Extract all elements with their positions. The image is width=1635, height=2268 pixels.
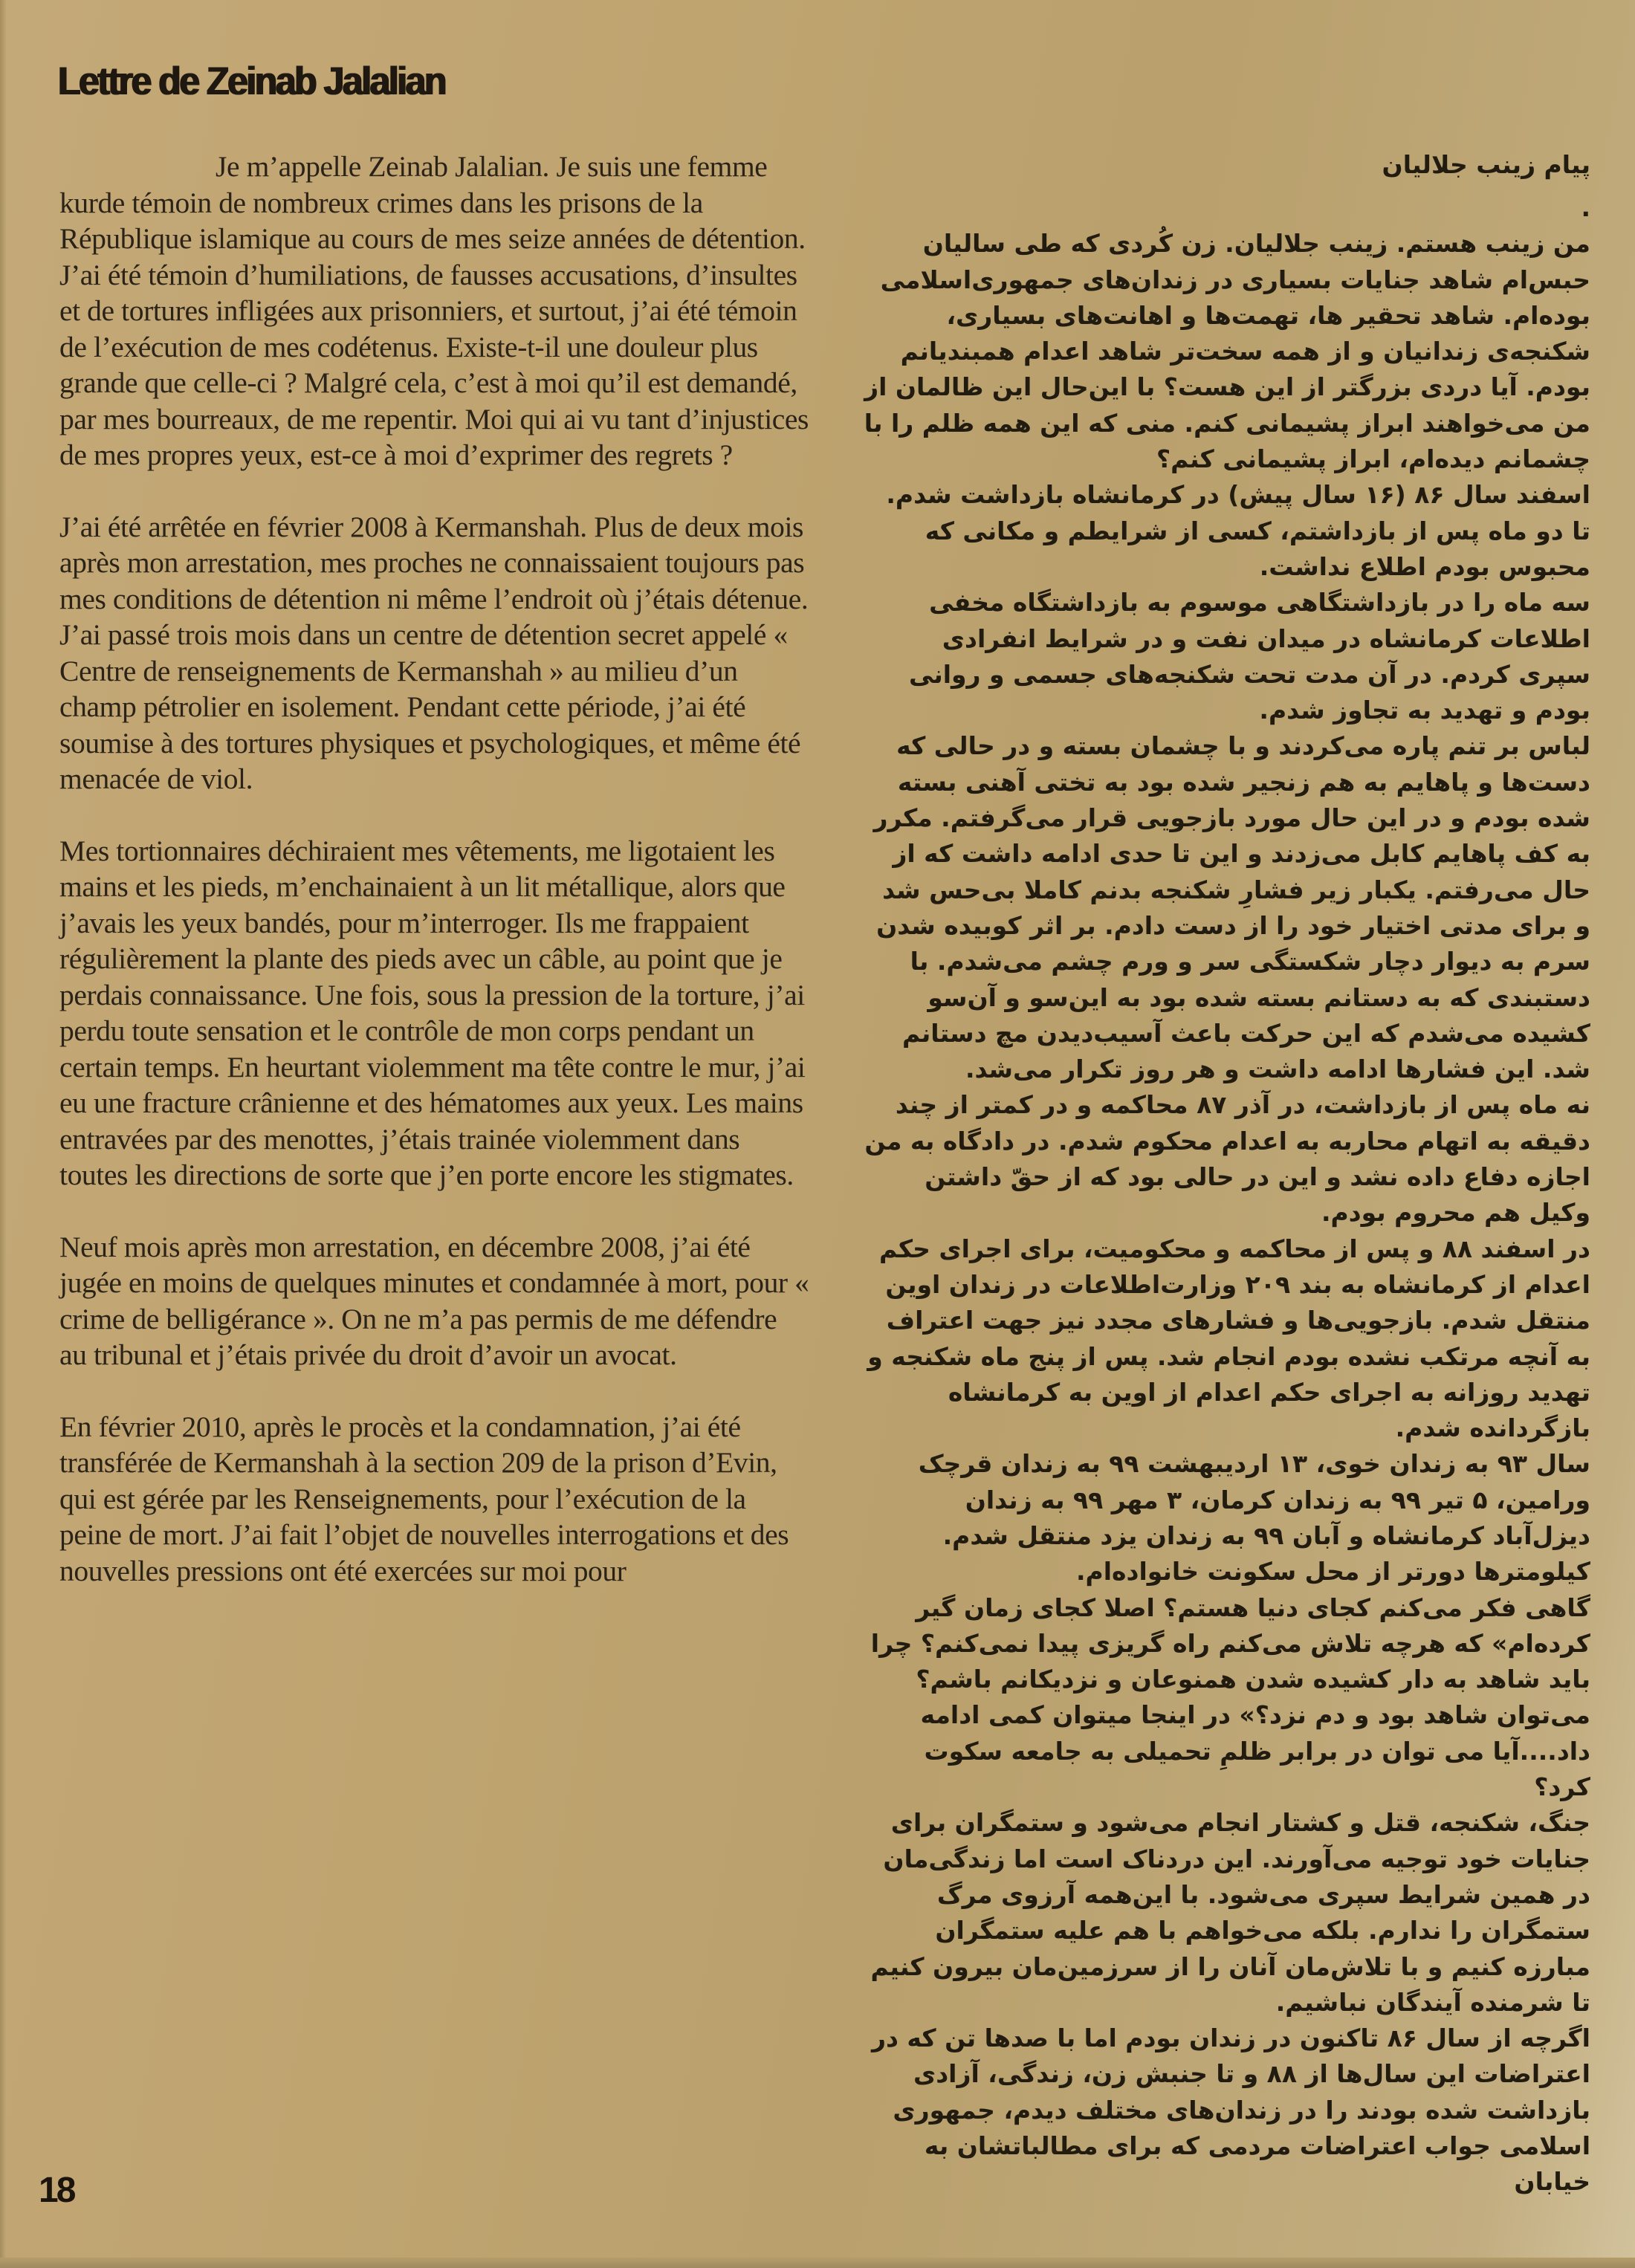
persian-paragraph: لباس بر تنم پاره می‌کردند و با چشمان بسته و در حالی که دست‌ها و پاهایم به هم زنجیر شده بود به تختی آهنی بسته شده بودم و در این حال مورد بازجویی قرار می‌گرفتم. مکرر به کف پاهایم کابل می‌زدند و این تا حدی ادامه داشت که از حال می‌رفتم. یکبار زیر فشارِ شکنجه بدنم کاملا بی‌حس شد و برای مدتی اختیار خود را از دست دادم. بر اثر کوبیده شدن سرم به دیوار دچار شکستگی سر و ورم چشم می‌شدم. با دستبندی که به دستانم بسته شده بود به این‌سو و آن‌سو کشیده می‌شدم که این حرکت باعث آسیب‌دیدن مچ دستانم شد. این فشارها ادامه داشت و هر روز تکرار می‌شد. [873, 731, 1590, 1084]
french-column [59, 149, 810, 1624]
persian-paragraph: اگرچه از سال ۸۶ تاکنون در زندان بودم اما با صدها تن که در اعتراضات این سال‌ها از ۸۸ و تا جنبش زن، زندگی، آزادی بازداشت شده بودند را در زندان‌های مختلف دیدم، جمهوری اسلامی جواب اعتراضات مردمی که برای مطالباتشان به خیابان [871, 2024, 1590, 2197]
persian-heading: پیام زینب جلالیان [1382, 150, 1590, 179]
persian-paragraph: من زینب هستم. زینب جلالیان. زن کُردی که طی سالیان حبس‌ام شاهد جنایات بسیاری در زندان‌های جمهوری‌اسلامی بوده‌ام. شاهد تحقیر ها، تهمت‌ها و اهانت‌های بسیاری، شکنجه‌ی زندانیان و از همه سخت‌تر شاهد اعدام همبندیانم بودم. آیا دردی بزرگتر از این هست؟ با این‌حال این ظالمان از من می‌خواهند ابراز پشیمانی کنم. منی که این همه ظلم را با چشمانم دیده‌ام، ابراز پشیمانی کنم؟ [864, 229, 1590, 474]
page-edge-bottom [0, 2258, 1635, 2268]
page-title: Lettre de Zeinab Jalalian [58, 59, 446, 103]
french-paragraph: Je m’appelle Zeinab Jalalian. Je suis une femme kurde témoin de nombreux crimes dans les prisons de la République islamique au cours de mes seize années de détention. J’ai été témoin d’humiliations, de fausses accusations, d’insultes et de tortures infligées aux prisonniers, et surtout, j’ai été témoin de l’exécution de mes codétenus. Existe-t-il une douleur plus grande que celle-ci ? Malgré cela, c’est à moi qu’il est demandé, par mes bourreaux, de me repentir. Moi qui ai vu tant d’injustices de mes propres yeux, est-ce à moi d’exprimer des regrets ? [59, 150, 809, 471]
french-paragraph: J’ai été arrêtée en février 2008 à Kermanshah. Plus de deux mois après mon arrestation, mes proches ne connaissaient toujours pas mes conditions de détention ni même l’endroit où j’étais détenue. J’ai passé trois mois dans un centre de détention secret appelé « Centre de renseignements de Kermanshah » au milieu d’un champ pétrolier en isolement. Pendant cette période, j’ai été soumise à des tortures physiques et psychologiques, et même été menacée de viol. [59, 510, 809, 795]
page-edge [0, 0, 6, 2268]
persian-separator: . [1581, 193, 1590, 223]
french-paragraph: Mes tortionnaires déchiraient mes vêtements, me ligotaient les mains et les pieds, m’enchainaient à un lit métallique, alors que j’avais les yeux bandés, pour m’interroger. Ils me frappaient régulièrement la plante des pieds avec un câble, au point que je perdais connaissance. Une fois, sous la pression de la torture, j’ai perdu toute sensation et le contrôle de mon corps pendant un certain temps. En heurtant violemment ma tête contre le mur, j’ai eu une fracture crânienne et des hématomes aux yeux. Les mains entravées par des menottes, j’étais trainée violemment dans toutes les directions de sorte que j’en porte encore les stigmates. [59, 834, 806, 1191]
page-number: 18 [39, 2171, 74, 2210]
persian-paragraph: سه ماه را در بازداشتگاهی موسوم به بازداشتگاه مخفی اطلاعات کرمانشاه در میدان نفت و در شرایط انفرادی سپری کردم. در آن مدت تحت شکنجه‌های جسمی و روانی بودم و تهدید به تجاوز شدم. [908, 588, 1590, 725]
french-paragraph: Neuf mois après mon arrestation, en décembre 2008, j’ai été jugée en moins de quelques minutes et condamnée à mort, pour « crime de belligérance ». On ne m’a pas permis de me défendre au tribunal et j’étais privée du droit d’avoir un avocat. [59, 1230, 809, 1371]
persian-paragraph: گاهی فکر می‌کنم کجای دنیا هستم؟ اصلا کجای زمان گیر کرده‌ام» که هرچه تلاش می‌کنم راه گریزی پیدا نمی‌کنم؟ چرا باید شاهد به دار کشیده شدن همنوعان و نزدیکانم باشم؟ می‌توان شاهد بود و دم نزد؟» در اینجا میتوان کمی ادامه داد....آیا می توان در برابر ظلمِ تحمیلی به جامعه سکوت کرد؟ [870, 1593, 1590, 1802]
persian-column [862, 147, 1590, 2200]
persian-paragraph: سال ۹۳ به زندان خوی، ۱۳ اردیبهشت ۹۹ به زندان قرچک ورامین، ۵ تیر ۹۹ به زندان کرمان، ۳ مهر ۹۹ به زندان دیزل‌آباد کرمانشاه و آبان ۹۹ به زندان یزد منتقل شدم. کیلومترها دورتر از محل سکونت خانواده‌ام. [918, 1449, 1590, 1587]
persian-paragraph: جنگ، شکنجه، قتل و کشتار انجام می‌شود و ستمگران برای جنایات خود توجیه می‌آورند. این دردناک است اما زندگی‌مان در همین شرایط سپری می‌شود. با این‌همه آرزوی مرگ ستمگران را ندارم. بلکه می‌خواهم با هم علیه ستمگران مبارزه کنیم و با تلاش‌مان آنان را از سرزمین‌مان بیرون کنیم تا شرمنده آیندگان نباشیم. [870, 1808, 1590, 2017]
persian-paragraph: اسفند سال ۸۶ (۱۶ سال پیش) در کرمانشاه بازداشت شدم. تا دو ماه پس از بازداشتم، کسی از شرایطم و مکانی که محبوس بودم اطلاع نداشت. [886, 480, 1590, 581]
french-paragraph: En février 2010, après le procès et la condamnation, j’ai été transférée de Kermanshah à la section 209 de la prison d’Evin, qui est gérée par les Renseignements, pour l’exécution de la peine de mort. J’ai fait l’objet de nouvelles interrogations et des nouvelles pressions ont été exercées sur moi pour [59, 1410, 789, 1587]
persian-paragraph: در اسفند ۸۸ و پس از محاکمه و محکومیت، برای اجرای حکم اعدام از کرمانشاه به بند ۲۰۹ وزارت‌اطلاعات در زندان اوین منتقل شدم. بازجویی‌ها و فشارهای مجدد نیز جهت اعتراف به آنچه مرتکب نشده بودم انجام شد. پس از پنج ماه شکنجه و تهدید روزانه به اجرای حکم اعدام از اوین به کرمانشاه بازگردانده شدم. [867, 1234, 1590, 1443]
persian-paragraph: نه ماه پس از بازداشت، در آذر ۸۷ محاکمه و در کمتر از چند دقیقه به اتهام محاربه به اعدام محکوم شدم. در دادگاه به من اجازه دفاع داده نشد و این در حالی بود که از حقّ داشتن وکیل هم محروم بودم. [864, 1090, 1590, 1228]
